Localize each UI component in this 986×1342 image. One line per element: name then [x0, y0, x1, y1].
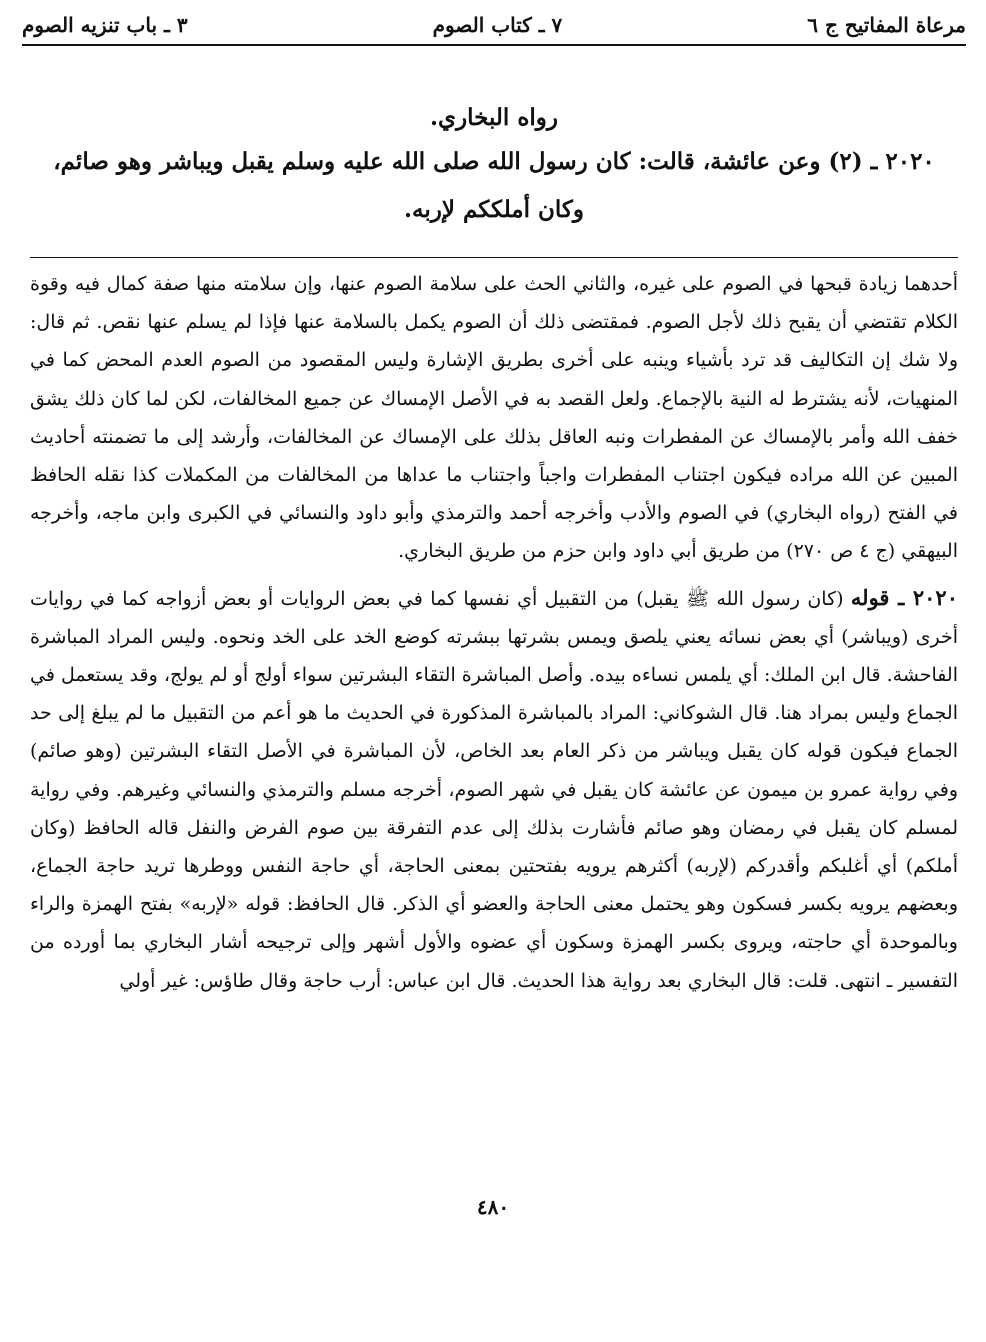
header-rule [22, 44, 966, 46]
commentary-paragraph: أحدهما زيادة قبحها في الصوم على غيره، والثاني الحث على سلامة الصوم عنها، وإن سلامته منها صفة كمال فيه وقوة الكلام تقتضي أن يقبح ذلك لأجل الصوم. فمقتضى ذلك أن الصوم يكمل بالسلامة عنها فإذا لم يسلم عنها نقص. ثم قال: ولا شك إن التكاليف قد ترد بأشياء وينبه على أخرى بطريق الإشارة وليس المقصود من الصوم العدم المحض كما في المنهيات، لأنه يشترط له النية بالإجماع. ولعل القصد به في الأصل الإمساك عن جميع المخالفات، لكن لما كان ذلك يشق خفف الله وأمر بالإمساك عن المفطرات ونبه العاقل بذلك على الإمساك عن المخالفات، وأرشد إلى ما تضمنته أحاديث المبين عن الله مراده فيكون اجتناب المفطرات واجباً واجتناب ما عداها من المخالفات من المكملات كذا نقله الحافظ في الفتح (رواه البخاري) في الصوم والأدب وأخرجه أحمد والترمذي وأبو داود والنسائي في الكبرى وابن ماجه، وأخرجه البيهقي (ج ٤ ص ٢٧٠) من طريق أبي داود وابن حزم من طريق البخاري. [30, 273, 958, 563]
hadith-block [30, 98, 958, 234]
header-section: ٣ ـ باب تنزيه الصوم [22, 13, 188, 37]
header-chapter: ٧ ـ كتاب الصوم [432, 13, 563, 37]
hadith-text: ٢٠٢٠ ـ (٢) وعن عائشة، قالت: كان رسول الله صلى الله عليه وسلم يقبل ويباشر وهو صائم، وكان أملككم لإربه. [53, 148, 935, 223]
commentary-paragraph-text: (كان رسول الله ﷺ يقبل) من التقبيل أي نفسها كما في بعض الروايات أو بعض أزواجه كما في روايات أخرى (ويباشر) أي بعض نسائه يعني يلصق ويمس بشرتها ببشرته كوضع الخد على الخد ونحوه. وليس المراد المباشرة الفاحشة. قال ابن الملك: أي يلمس نساءه بيده. وأصل المباشرة التقاء البشرتين سواء أولج أو لم يولج، وقد يستعمل في الجماع وليس بمراد هنا. قال الشوكاني: المراد بالمباشرة المذكورة في الحديث ما هو أعم من التقبيل ما لم يبلغ إلى حد الجماع فيكون قوله كان يقبل ويباشر من ذكر العام بعد الخاص، لأن المباشرة في الأصل التقاء البشرتين (وهو صائم) وفي رواية عمرو بن ميمون عن عائشة كان يقبل في شهر الصوم، أخرجه مسلم والترمذي والنسائي وغيرهم. وفي رواية لمسلم كان يقبل في رمضان وهو صائم فأشارت بذلك إلى عدم التفرقة بين صوم الفرض والنفل قاله الحافظ (وكان أملكم) أي أغلبكم وأقدركم (لإربه) أكثرهم يرويه بفتحتين بمعنى الحاجة، أي حاجة النفس ووطرها تريد حاجة الجماع، وبعضهم يرويه بكسر فسكون وهو يحتمل معنى الحاجة والعضو أي الذكر. قال الحافظ: قوله «لإربه» بفتح الهمزة والراء وبالموحدة أي حاجته، ويروى بكسر الهمزة وسكون أي عضوه والأول أشهر وإلى ترجيحه أشار البخاري بما أورده من التفسير ـ انتهى. قلت: قال البخاري بعد رواية هذا الحديث. قال ابن عباس: أرب حاجة وقال طاؤس: غير أولي [30, 587, 958, 992]
header-book-title: مرعاة المفاتيح ج ٦ [807, 13, 966, 37]
commentary-paragraph [30, 579, 958, 1000]
hadith-reference: رواه البخاري. [430, 104, 558, 131]
running-header [22, 8, 966, 42]
section-divider [30, 257, 958, 258]
commentary [30, 265, 958, 1000]
page-number: ٤٨٠ [476, 1195, 510, 1219]
commentary-lead-in: ٢٠٢٠ ـ قوله [850, 584, 958, 610]
